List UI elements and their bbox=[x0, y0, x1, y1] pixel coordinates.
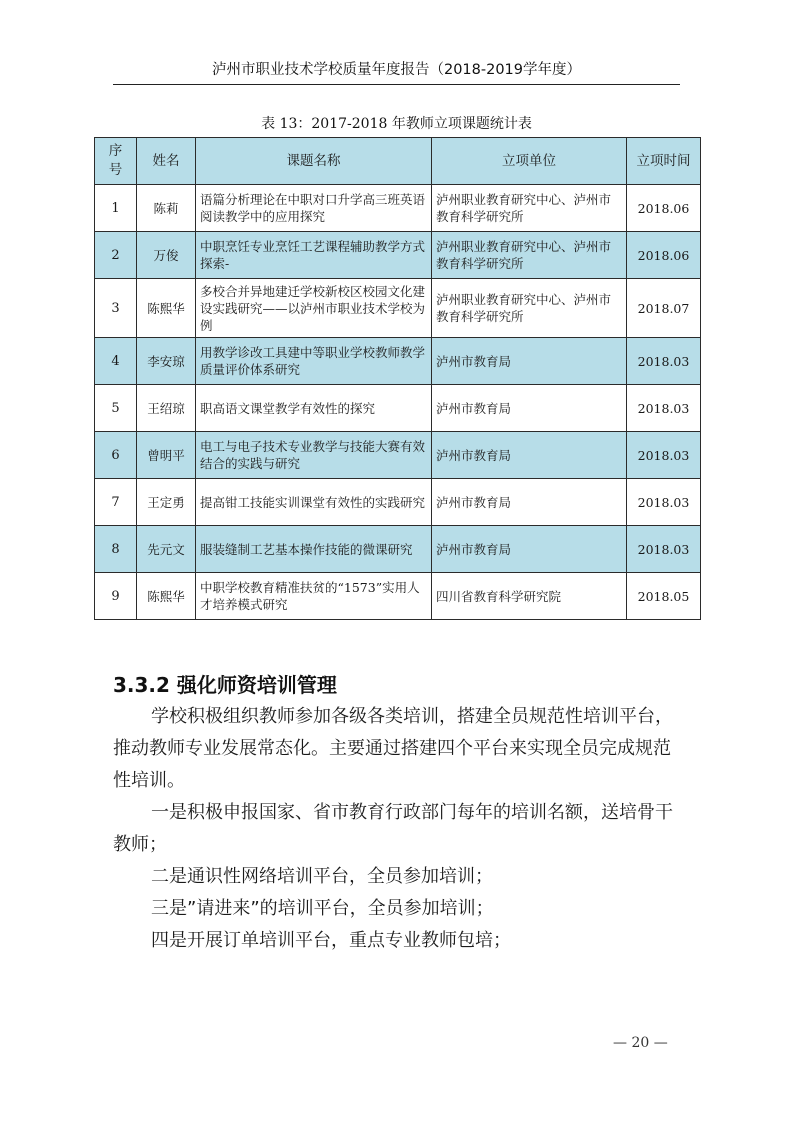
cell-unit: 泸州职业教育研究中心、泸州市教育科学研究所 bbox=[432, 185, 627, 232]
header-divider bbox=[113, 84, 680, 85]
cell-title: 中职学校教育精准扶贫的“1573”实用人才培养模式研究 bbox=[196, 573, 432, 620]
cell-title: 职高语文课堂教学有效性的探究 bbox=[196, 385, 432, 432]
cell-seq: 9 bbox=[95, 573, 137, 620]
cell-title: 服装缝制工艺基本操作技能的微课研究 bbox=[196, 526, 432, 573]
cell-seq: 6 bbox=[95, 432, 137, 479]
cell-seq: 7 bbox=[95, 479, 137, 526]
page-header-title: 泸州市职业技术学校质量年度报告（2018-2019学年度） bbox=[211, 62, 582, 78]
cell-name: 陈熙华 bbox=[137, 573, 196, 620]
cell-date: 2018.03 bbox=[627, 385, 701, 432]
table-row bbox=[95, 185, 701, 232]
cell-unit: 泸州市教育局 bbox=[432, 479, 627, 526]
cell-seq: 8 bbox=[95, 526, 137, 573]
section-body bbox=[113, 701, 683, 957]
cell-name: 陈莉 bbox=[137, 185, 196, 232]
column-header-date: 立项时间 bbox=[627, 138, 701, 185]
body-paragraph: 一是积极申报国家、省市教育行政部门每年的培训名额，送培骨干教师； bbox=[113, 802, 673, 855]
section-heading: 3.3.2 强化师资培训管理 bbox=[113, 673, 337, 697]
cell-date: 2018.07 bbox=[627, 279, 701, 338]
cell-title: 中职烹饪专业烹饪工艺课程辅助教学方式探索- bbox=[196, 232, 432, 279]
column-header-unit: 立项单位 bbox=[432, 138, 627, 185]
table-row bbox=[95, 385, 701, 432]
table-caption: 表 13：2017-2018 年教师立项课题统计表 bbox=[261, 116, 532, 132]
column-header-seq-line2: 号 bbox=[108, 162, 123, 178]
cell-unit: 四川省教育科学研究院 bbox=[432, 573, 627, 620]
cell-seq: 5 bbox=[95, 385, 137, 432]
project-table bbox=[94, 137, 701, 620]
cell-unit: 泸州市教育局 bbox=[432, 385, 627, 432]
body-paragraph: 学校积极组织教师参加各级各类培训，搭建全员规范性培训平台，推动教师专业发展常态化。主要通过搭建四个平台来实现全员完成规范性培训。 bbox=[113, 706, 673, 791]
table-row bbox=[95, 232, 701, 279]
cell-seq: 3 bbox=[95, 279, 137, 338]
cell-name: 李安琼 bbox=[137, 338, 196, 385]
table-row bbox=[95, 432, 701, 479]
cell-date: 2018.05 bbox=[627, 573, 701, 620]
cell-unit: 泸州市教育局 bbox=[432, 338, 627, 385]
table-row bbox=[95, 338, 701, 385]
cell-date: 2018.06 bbox=[627, 232, 701, 279]
cell-name: 万俊 bbox=[137, 232, 196, 279]
cell-title: 多校合并异地建迁学校新校区校园文化建设实践研究——以泸州市职业技术学校为例 bbox=[196, 279, 432, 338]
table-header-row bbox=[95, 138, 701, 185]
cell-name: 曾明平 bbox=[137, 432, 196, 479]
cell-unit: 泸州市教育局 bbox=[432, 526, 627, 573]
cell-seq: 2 bbox=[95, 232, 137, 279]
cell-date: 2018.03 bbox=[627, 479, 701, 526]
cell-title: 语篇分析理论在中职对口升学高三班英语阅读教学中的应用探究 bbox=[196, 185, 432, 232]
column-header-seq bbox=[95, 138, 137, 185]
cell-name: 王绍琼 bbox=[137, 385, 196, 432]
cell-date: 2018.06 bbox=[627, 185, 701, 232]
table-row bbox=[95, 573, 701, 620]
cell-unit: 泸州市教育局 bbox=[432, 432, 627, 479]
page-number: — 20 — bbox=[613, 1035, 668, 1051]
table-row bbox=[95, 526, 701, 573]
cell-date: 2018.03 bbox=[627, 432, 701, 479]
cell-name: 王定勇 bbox=[137, 479, 196, 526]
column-header-title: 课题名称 bbox=[196, 138, 432, 185]
cell-seq: 4 bbox=[95, 338, 137, 385]
cell-date: 2018.03 bbox=[627, 338, 701, 385]
cell-unit: 泸州职业教育研究中心、泸州市教育科学研究所 bbox=[432, 232, 627, 279]
table-row bbox=[95, 279, 701, 338]
cell-seq: 1 bbox=[95, 185, 137, 232]
cell-title: 提高钳工技能实训课堂有效性的实践研究 bbox=[196, 479, 432, 526]
cell-name: 先元文 bbox=[137, 526, 196, 573]
column-header-seq-line1: 序 bbox=[108, 143, 123, 159]
body-paragraph: 三是”请进来”的培训平台，全员参加培训； bbox=[151, 898, 494, 919]
cell-date: 2018.03 bbox=[627, 526, 701, 573]
body-paragraph: 二是通识性网络培训平台，全员参加培训； bbox=[151, 866, 493, 887]
cell-unit: 泸州职业教育研究中心、泸州市教育科学研究所 bbox=[432, 279, 627, 338]
cell-title: 电工与电子技术专业教学与技能大赛有效结合的实践与研究 bbox=[196, 432, 432, 479]
body-paragraph: 四是开展订单培训平台，重点专业教师包培； bbox=[151, 930, 511, 951]
table-row bbox=[95, 479, 701, 526]
column-header-name: 姓名 bbox=[137, 138, 196, 185]
cell-title: 用教学诊改工具建中等职业学校教师教学质量评价体系研究 bbox=[196, 338, 432, 385]
cell-name: 陈熙华 bbox=[137, 279, 196, 338]
